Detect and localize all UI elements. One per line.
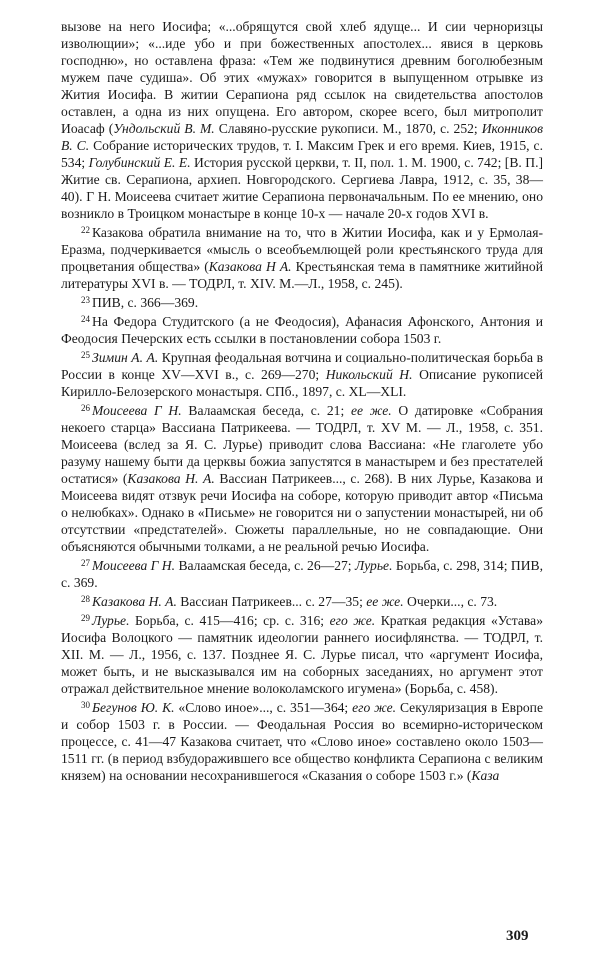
footnote-text: ПИВ, с. 366—369.: [92, 295, 199, 310]
footnote-30: [61, 697, 543, 784]
footnote-text: История русской церкви, т. II, пол. 1. М. 1900, с. 742; [В. П.] Житие св. Серапиона, архиеп. Новгородского. Сергиева Лавра, 1912, с. 35, 38—40). Г Н. Моисеева считает житие Серапиона первоначальным. По ее мнению, оно возникло в Троицком монастыре в конце 10-х — начале 20-х годов XVI в.: [61, 155, 543, 221]
italic-citation: Ундольский В. М.: [113, 121, 215, 136]
footnote-number: 22: [81, 225, 90, 235]
italic-citation: Каза: [471, 768, 500, 783]
italic-citation: Голубинский Е. Е.: [88, 155, 191, 170]
footnote-text: Славяно-русские рукописи. М., 1870, с. 252;: [214, 121, 482, 136]
footnote-number: 24: [81, 314, 90, 324]
italic-citation: Казакова Н. А.: [127, 471, 215, 486]
footnote-text: Валаамская беседа, с. 26—27;: [175, 558, 355, 573]
footnote-25: [61, 347, 543, 400]
footnote-21-continued: [61, 18, 543, 222]
italic-citation: Бегунов Ю. К.: [92, 700, 175, 715]
footnote-text: Вассиан Патрикеев... с. 27—35;: [176, 594, 367, 609]
footnote-text: О датировке «Собрания некоего старца» Вассиана Патрикеева. — ТОДРЛ, т. XV М. — Л., 1958, с. 351. Моисеева (вслед за Я. С. Лурье) приводит слова Вассиана: «Не глаголете убо разуму нашему быти да церквы божиа запустятся в манастырем и без престателей остатися» (: [61, 403, 543, 486]
footnote-29: [61, 610, 543, 697]
italic-citation: Моисеева Г Н.: [92, 558, 176, 573]
footnote-text: Вассиан Патрикеев..., с. 268). В них Лурье, Казакова и Моисеева видят отзвук речи Иосифа на соборе, которую приводит автор «Письма о нелюбках». Однако в «Письме» не говорится ни о запустении монастырей, ни об отсутствии «предстателей». Сюжеты параллельные, но не совпадающие. Они объясняются обычными толками, а не реальной речью Иосифа.: [61, 471, 544, 554]
footnote-number: 30: [81, 700, 90, 710]
footnote-text: Очерки..., с. 73.: [403, 594, 498, 609]
italic-citation: Иконников В. С.: [61, 121, 543, 153]
footnote-number: 28: [81, 594, 90, 604]
italic-citation: Моисеева Г Н.: [92, 403, 182, 418]
italic-citation: его же.: [329, 613, 376, 628]
footnote-text: Описание рукописей Кирилло-Белозерского монастыря. СПб., 1897, с. XL—XLI.: [61, 367, 543, 399]
footnote-number: 26: [81, 403, 90, 413]
footnote-text: Собрание исторических трудов, т. I. Максим Грек и его время. Киев, 1915, с. 534;: [61, 138, 543, 170]
italic-citation: Лурье.: [355, 558, 393, 573]
footnote-number: 23: [81, 295, 90, 305]
footnote-22: [61, 222, 543, 292]
footnote-text: Краткая редакция «Устава» Иосифа Волоцкого — памятник идеологии раннего иосифлянства. — ТОДРЛ, т. XII. М. — Л., 1956, с. 137. Позднее Я. С. Лурье писал, что «аргумент Иосифа, может быть, и не высказывался им на соборных заседаниях, но аргумент этот отражал действительное мнение волоколамского игумена» (Борьба, с. 458).: [61, 613, 544, 696]
footnote-text: Крупная феодальная вотчина и социально-политическая борьба в России в конце XV—XVI в., с. 269—270;: [61, 350, 543, 382]
footnote-text: Борьба, с. 298, 314; ПИВ, с. 369.: [61, 558, 543, 590]
footnote-26: [61, 400, 543, 555]
italic-citation: Казакова Н А.: [208, 259, 292, 274]
footnote-number: 27: [81, 558, 90, 568]
footnotes-column: [61, 18, 543, 784]
footnote-text: Борьба, с. 415—416; ср. с. 316;: [129, 613, 330, 628]
footnote-23: [61, 292, 543, 311]
footnote-text: вызове на него Иосифа; «...обрящутся свой хлеб ядуще... И сии черноризцы изволющии»; «...иде убо и при божественных апостолех... явися в церковь господню», но оставлена фраза: «Тем же подвинутися древним боголюбезным мужем паче судиша». Об этих «мужах» говорится в выпущенном отрывке из Жития Иосифа. В житии Серапиона ряд ссылок на свидетельства апостолов оставлен, а одна из них опущена. Его автором, скорее всего, был митрополит Иоасаф (: [61, 19, 543, 136]
italic-citation: Казакова Н. А.: [92, 594, 177, 609]
italic-citation: Лурье.: [92, 613, 130, 628]
italic-citation: Зимин А. А.: [92, 350, 159, 365]
footnote-number: 25: [81, 350, 90, 360]
footnote-24: [61, 311, 543, 347]
italic-citation: ее же.: [366, 594, 404, 609]
italic-citation: ее же.: [350, 403, 392, 418]
footnote-text: «Слово иное»..., с. 351—364;: [174, 700, 353, 715]
italic-citation: Никольский Н.: [325, 367, 413, 382]
footnote-text: Секуляризация в Европе и собор 1503 г. в России. — Феодальная Россия во всемирно-историческом процессе, с. 41—47 Казакова считает, что «Слово иное» составлено около 1503—1511 гг. (в период взбудоражившего все общество конфликта Серапиона с великим князем) на основании несохранившегося «Сказания о соборе 1503 г.» (: [61, 700, 543, 783]
footnote-number: 29: [81, 613, 90, 623]
footnote-27: [61, 555, 543, 591]
footnote-text: Крестьянская тема в памятнике житийной литературы XVI в. — ТОДРЛ, т. XIV. М.—Л., 1958, с. 245).: [61, 259, 543, 291]
footnote-text: Валаамская беседа, с. 21;: [181, 403, 351, 418]
footnote-text: Казакова обратила внимание на то, что в Житии Иосифа, как и у Ермолая-Еразма, подчеркивается «мысль о всеобъемлющей роли крестьянского труда для процветания общества» (: [61, 225, 543, 274]
italic-citation: его же.: [352, 700, 397, 715]
footnote-28: [61, 591, 543, 610]
footnote-text: На Федора Студитского (а не Феодосия), Афанасия Афонского, Антония и Феодосия Печерских есть ссылки в постановлении собора 1503 г.: [61, 314, 543, 346]
page-number: 309: [506, 928, 529, 944]
